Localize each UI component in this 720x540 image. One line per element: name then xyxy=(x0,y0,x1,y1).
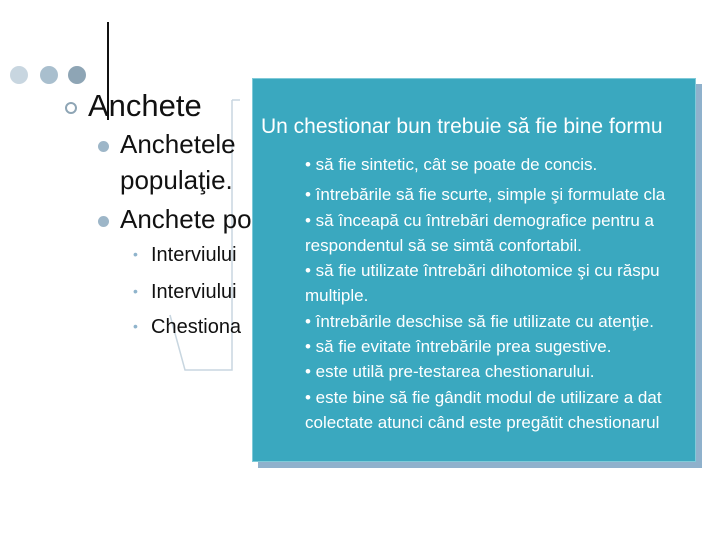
heading-bullet-icon xyxy=(65,102,77,114)
popup-title: Un chestionar bun trebuie să fie bine formu xyxy=(261,115,663,138)
popup-line-9: • este utilă pre-testarea chestionarului. xyxy=(305,362,595,381)
slide-heading: Anchete xyxy=(88,88,202,123)
popup-line-8: • să fie evitate întrebările prea sugestive. xyxy=(305,337,612,356)
bullet-icon xyxy=(98,216,109,227)
popup-line-5: • să fie utilizate întrebări dihotomice şi cu răspu xyxy=(305,261,660,280)
sub-bullet-2-text: Interviului xyxy=(151,281,237,303)
sub-bullet-3-text: Chestiona xyxy=(151,316,242,338)
bullet-2-text: Anchete po xyxy=(120,204,252,234)
bullet-1-continuation: populaţie. xyxy=(120,165,233,195)
popup-line-2: • întrebările să fie scurte, simple şi formulate cla xyxy=(305,185,666,204)
popup-line-6: multiple. xyxy=(305,286,369,305)
popup-card xyxy=(252,78,696,462)
sub-bullet-icon: • xyxy=(133,246,138,262)
popup-line-4: respondentul să se simtă confortabil. xyxy=(305,236,582,255)
popup-line-1: • să fie sintetic, cât se poate de concis. xyxy=(305,155,598,174)
popup-line-11: colectate atunci când este pregătit chestionarul xyxy=(305,413,660,432)
bullet-1-text: Anchetele xyxy=(120,129,236,159)
sub-bullet-1-text: Interviului xyxy=(151,244,237,266)
popup-line-3: • să înceapă cu întrebări demografice pentru a xyxy=(305,211,654,230)
sub-bullet-icon: • xyxy=(133,318,138,334)
popup-line-7: • întrebările deschise să fie utilizate cu atenţie. xyxy=(305,312,654,331)
bullet-icon xyxy=(98,141,109,152)
popup-line-10: • este bine să fie gândit modul de utilizare a dat xyxy=(305,388,662,407)
sub-bullet-icon: • xyxy=(133,283,138,299)
